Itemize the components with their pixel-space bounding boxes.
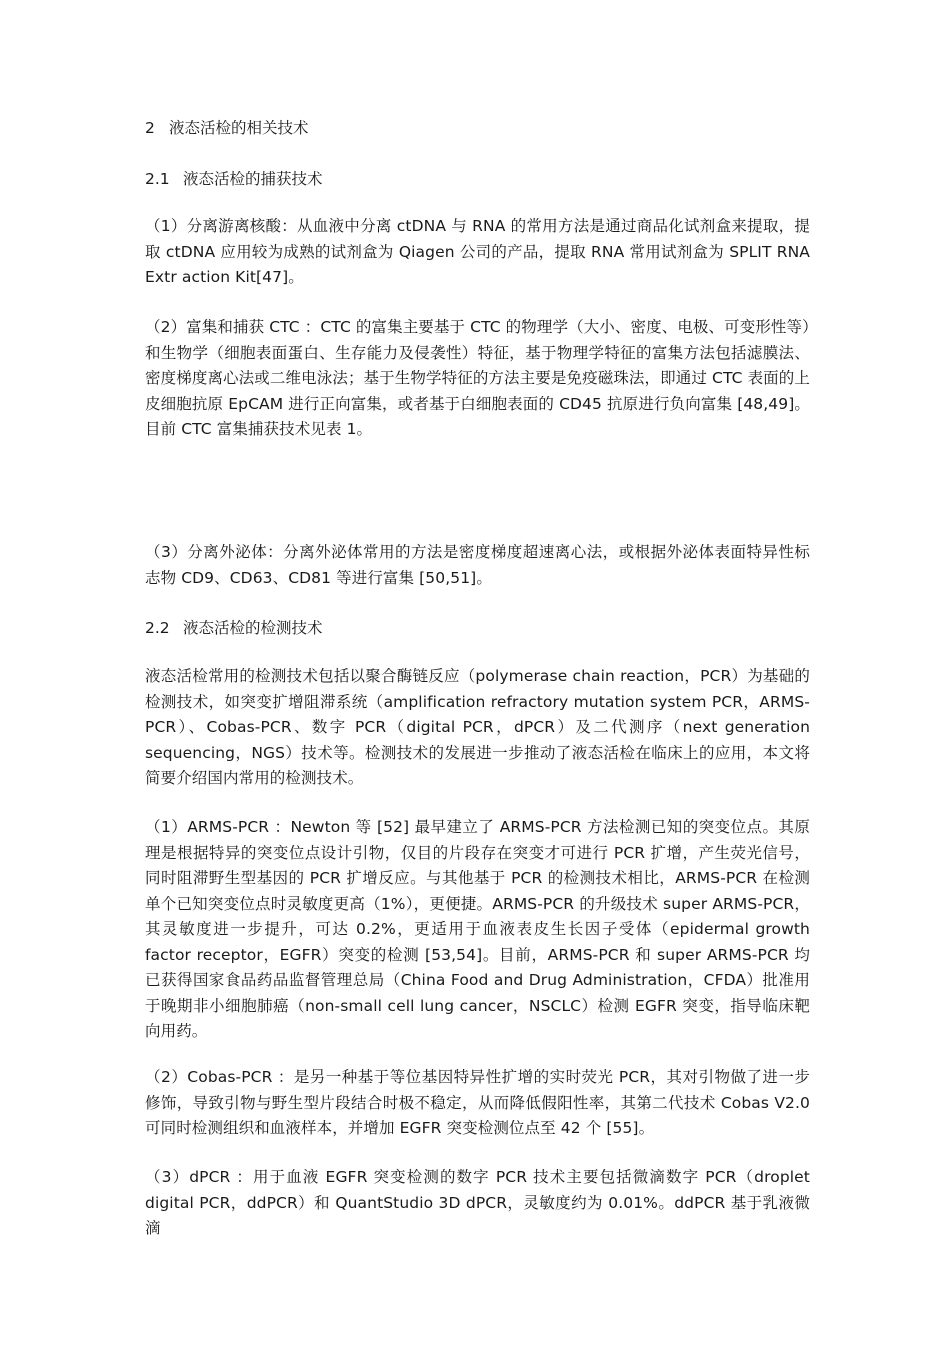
paragraph-arms-pcr: （1）ARMS-PCR ：Newton 等 [52] 最早建立了 ARMS-PCR 方法检测已知的突变位点。其原理是根据特异的突变位点设计引物，仅目的片段存在突变才可进行 PCR 扩增，产生荧光信号，同时阻滞野生型基因的 PCR 扩增反应。与其他基于 PCR 的检测技术相比，ARMS-PCR 在检测单个已知突变位点时灵敏度更高（1%），更便捷。ARMS-PCR 的升级技术 super ARMS-PCR，其灵敏度进一步提升，可达 0.2%，更适用于血液表皮生长因子受体（epidermal growth factor receptor，EGFR）突变的检测 [53,54]。目前，ARMS-PCR 和 super ARMS-PCR 均已获得国家食品药品监督管理总局（China Food and Drug Administration，CFDA）批准用于晚期非小细胞肺癌（non-small cell lung cancer，NSCLC）检测 EGFR 突变，指导临床靶向用药。	[145, 818, 810, 1040]
paragraph-dpcr: （3）dPCR ：用于血液 EGFR 突变检测的数字 PCR 技术主要包括微滴数字 PCR（droplet digital PCR，ddPCR）和 QuantStudio 3D dPCR，灵敏度约为 0.01%。ddPCR 基于乳液微滴	[145, 1168, 810, 1237]
paragraph-cell-free-nucleic-acid: （1）分离游离核酸：从血液中分离 ctDNA 与 RNA 的常用方法是通过商品化试剂盒来提取，提取 ctDNA 应用较为成熟的试剂盒为 Qiagen 公司的产品，提取 RNA 常用试剂盒为 SPLIT RNA Extr action Kit[47]。	[145, 217, 810, 286]
paragraph-detection-overview: 液态活检常用的检测技术包括以聚合酶链反应（polymerase chain reaction，PCR）为基础的检测技术，如突变扩增阻滞系统（amplification refractory mutation system PCR，ARMS-PCR）、Cobas-PCR、数字 PCR（digital PCR，dPCR）及二代测序（next generation sequencing，NGS）技术等。检测技术的发展进一步推动了液态活检在临床上的应用，本文将简要介绍国内常用的检测技术。	[145, 667, 810, 787]
paragraph-ctc-enrichment: （2）富集和捕获 CTC ：CTC 的富集主要基于 CTC 的物理学（大小、密度、电极、可变形性等）和生物学（细胞表面蛋白、生存能力及侵袭性）特征，基于物理学特征的富集方法包括滤膜法、密度梯度离心法或二维电泳法；基于生物学特征的方法主要是免疫磁珠法，即通过 CTC 表面的上皮细胞抗原 EpCAM 进行正向富集，或者基于白细胞表面的 CD45 抗原进行负向富集 [48,49]。目前 CTC 富集捕获技术见表 1。	[145, 318, 810, 438]
paragraph-exosome-isolation: （3）分离外泌体：分离外泌体常用的方法是密度梯度超速离心法，或根据外泌体表面特异性标志物 CD9、CD63、CD81 等进行富集 [50,51]。	[145, 543, 810, 587]
subsection-number: 2.2	[145, 619, 170, 637]
section-title: 液态活检的相关技术	[169, 119, 309, 137]
subsection-heading-capture	[145, 168, 323, 190]
subsection-title: 液态活检的捕获技术	[183, 170, 323, 188]
subsection-title: 液态活检的检测技术	[183, 619, 323, 637]
section-number: 2	[145, 119, 155, 137]
subsection-number: 2.1	[145, 170, 170, 188]
section-heading	[145, 117, 309, 139]
paragraph-cobas-pcr: （2）Cobas-PCR ：是另一种基于等位基因特异性扩增的实时荧光 PCR，其对引物做了进一步修饰，导致引物与野生型片段结合时极不稳定，从而降低假阳性率，其第二代技术 Cobas V2.0 可同时检测组织和血液样本，并增加 EGFR 突变检测位点至 42 个 [55]。	[145, 1068, 810, 1137]
subsection-heading-detection	[145, 617, 323, 639]
